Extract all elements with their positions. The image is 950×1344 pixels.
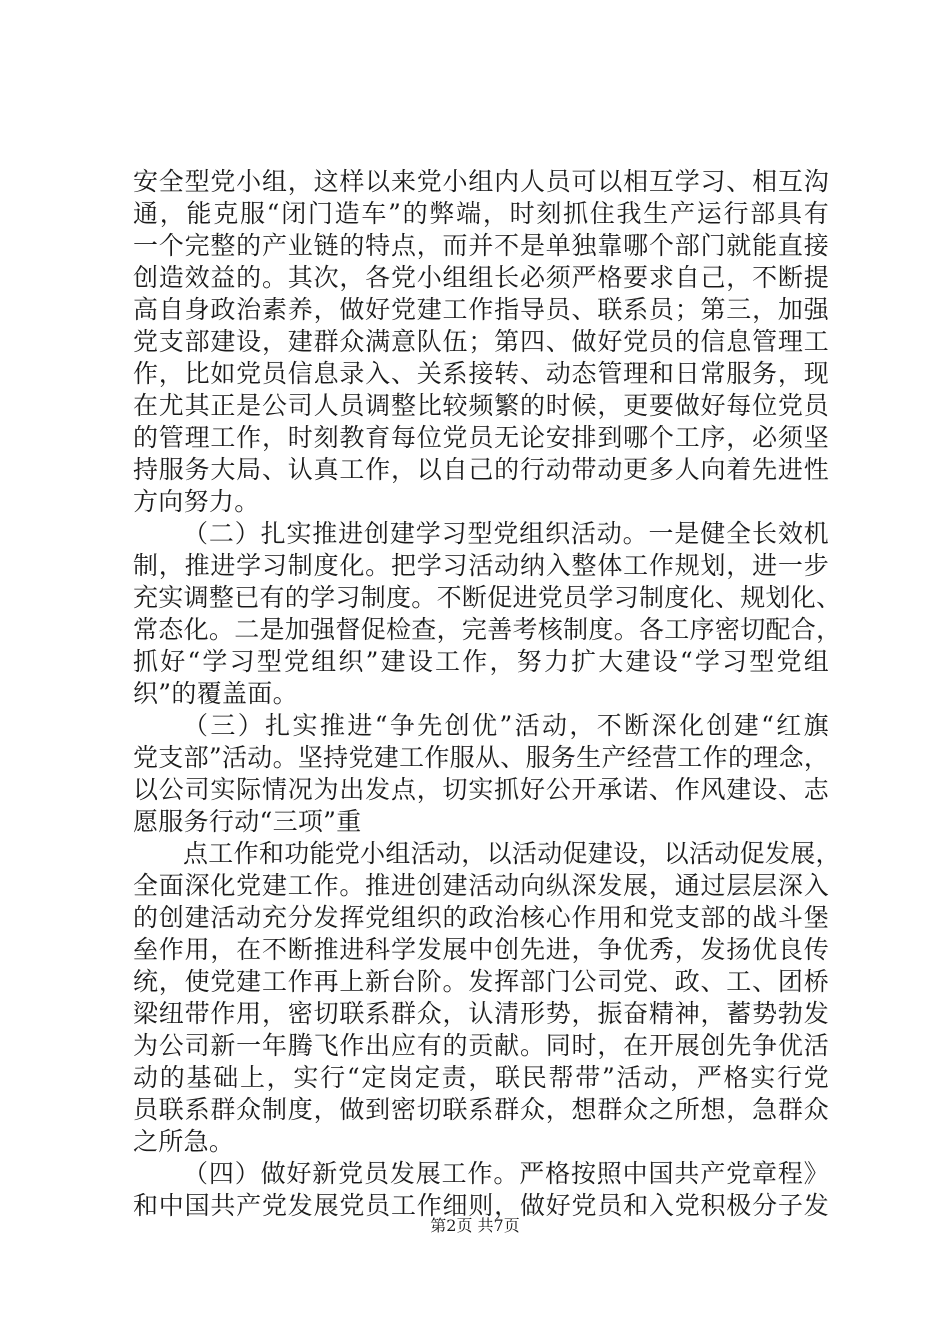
text-line: 全面深化党建工作。推进创建活动向纵深发展，通过层层深入 (133, 871, 829, 900)
text-line: 常态化。二是加强督促检查，完善考核制度。各工序密切配合， (133, 615, 842, 644)
text-line: 抓好“学习型党组织”建设工作，努力扩大建设“学习型党组 (133, 647, 829, 676)
text-line: 织”的覆盖面。 (133, 679, 298, 708)
text-line: 以公司实际情况为出发点，切实抓好公开承诺、作风建设、志 (133, 775, 829, 804)
text-line: 统，使党建工作再上新台阶。发挥部门公司党、政、工、团桥 (133, 967, 829, 996)
text-line: 作，比如党员信息录入、关系接转、动态管理和日常服务，现 (133, 359, 829, 388)
text-line: （二）扎实推进创建学习型党组织活动。一是健全长效机 (183, 519, 829, 548)
text-line: 员联系群众制度，做到密切联系群众，想群众之所想，急群众 (133, 1095, 829, 1124)
text-line: 和中国共产党发展党员工作细则，做好党员和入党积极分子发 (133, 1191, 829, 1220)
text-line: 制，推进学习制度化。把学习活动纳入整体工作规划，进一步 (133, 551, 829, 580)
document-body (133, 166, 842, 1222)
text-line: 在尤其正是公司人员调整比较频繁的时候，更要做好每位党员 (133, 391, 829, 420)
text-line: 安全型党小组，这样以来党小组内人员可以相互学习、相互沟 (133, 167, 829, 196)
text-line: （四）做好新党员发展工作。严格按照中国共产党章程》 (183, 1159, 829, 1188)
text-line: 持服务大局、认真工作，以自己的行动带动更多人向着先进性 (133, 455, 829, 484)
text-line: 高自身政治素养，做好党建工作指导员、联系员；第三，加强 (133, 295, 829, 324)
text-line: 党支部建设，建群众满意队伍；第四、做好党员的信息管理工 (133, 327, 829, 356)
text-line: 垒作用，在不断推进科学发展中创先进，争优秀，发扬优良传 (133, 935, 829, 964)
text-line: 创造效益的。其次，各党小组组长必须严格要求自己，不断提 (133, 263, 829, 292)
text-line: 为公司新一年腾飞作出应有的贡献。同时，在开展创先争优活 (133, 1031, 829, 1060)
text-line: 之所急。 (133, 1127, 235, 1156)
text-line: 方向努力。 (133, 487, 260, 516)
text-line: 的管理工作，时刻教育每位党员无论安排到哪个工序，必须坚 (133, 423, 829, 452)
text-line: 的创建活动充分发挥党组织的政治核心作用和党支部的战斗堡 (133, 903, 829, 932)
text-line: 一个完整的产业链的特点，而并不是单独靠哪个部门就能直接 (133, 231, 829, 260)
text-line: （三）扎实推进“争先创优”活动，不断深化创建“红旗 (183, 711, 829, 740)
text-line: 愿服务行动“三项”重 (133, 807, 362, 836)
text-line: 点工作和功能党小组活动，以活动促建设，以活动促发展， (183, 839, 841, 868)
text-line: 充实调整已有的学习制度。不断促进党员学习制度化、规划化、 (133, 583, 842, 612)
text-line: 党支部”活动。坚持党建工作服从、服务生产经营工作的理念， (133, 743, 830, 772)
text-line: 通，能克服“闭门造车”的弊端，时刻抓住我生产运行部具有 (133, 199, 829, 228)
text-line: 梁纽带作用，密切联系群众，认清形势，振奋精神，蓄势勃发 (133, 999, 829, 1028)
text-line: 动的基础上，实行“定岗定责，联民帮带”活动，严格实行党 (133, 1063, 829, 1092)
page-footer: 第2页 共7页 (430, 1216, 520, 1235)
